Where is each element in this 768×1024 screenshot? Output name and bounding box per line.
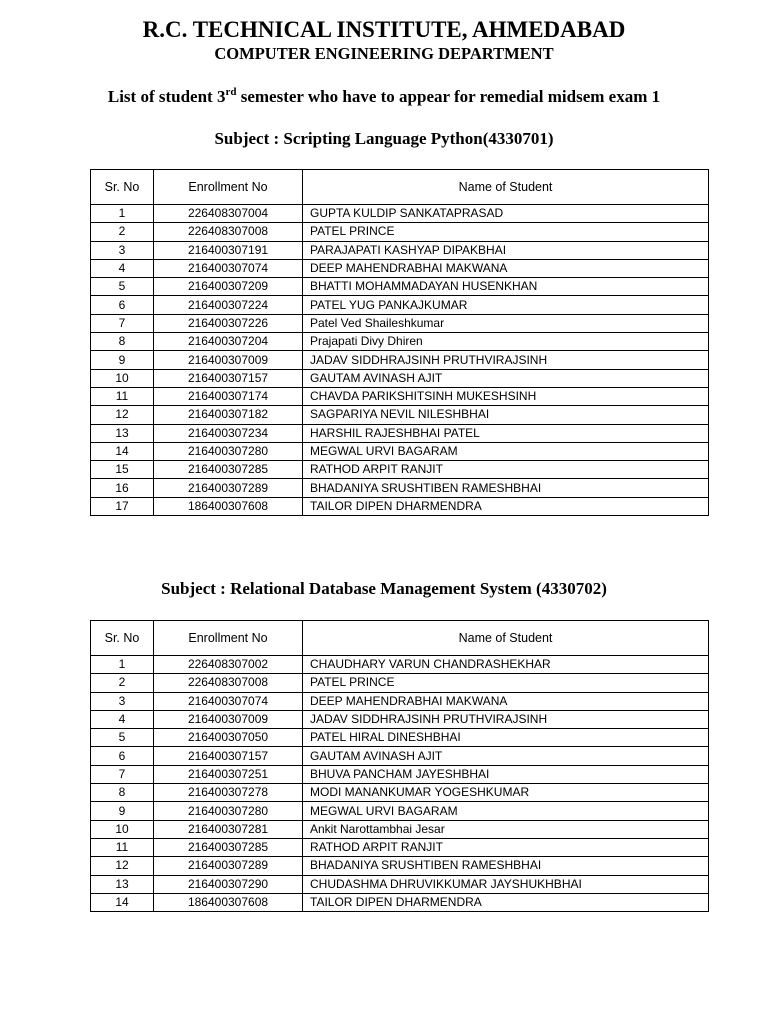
table-header-row xyxy=(91,621,709,656)
enrollment-cell: 216400307182 xyxy=(154,406,303,424)
sr-no-cell: 1 xyxy=(91,656,154,674)
sr-no-cell: 14 xyxy=(91,893,154,911)
sr-no-cell: 7 xyxy=(91,314,154,332)
table-row xyxy=(91,314,709,332)
student-name-cell: GUPTA KULDIP SANKATAPRASAD xyxy=(303,205,709,223)
enrollment-cell: 216400307280 xyxy=(154,442,303,460)
enrollment-cell: 216400307074 xyxy=(154,259,303,277)
sr-no-cell: 3 xyxy=(91,241,154,259)
sr-no-cell: 2 xyxy=(91,223,154,241)
table-row xyxy=(91,875,709,893)
table-header-row xyxy=(91,170,709,205)
sr-no-cell: 14 xyxy=(91,442,154,460)
student-name-cell: PATEL PRINCE xyxy=(303,674,709,692)
sr-no-cell: 15 xyxy=(91,461,154,479)
enrollment-cell: 216400307009 xyxy=(154,710,303,728)
enrollment-cell: 216400307289 xyxy=(154,479,303,497)
table-row xyxy=(91,784,709,802)
sr-no-cell: 1 xyxy=(91,205,154,223)
student-name-cell: BHADANIYA SRUSHTIBEN RAMESHBHAI xyxy=(303,857,709,875)
table-row xyxy=(91,820,709,838)
sr-no-cell: 8 xyxy=(91,333,154,351)
department-title: COMPUTER ENGINEERING DEPARTMENT xyxy=(214,44,554,63)
enrollment-cell: 216400307174 xyxy=(154,387,303,405)
enrollment-cell: 216400307234 xyxy=(154,424,303,442)
enrollment-cell: 216400307278 xyxy=(154,784,303,802)
list-title-prefix: List of student 3 xyxy=(107,87,226,106)
table-row xyxy=(91,369,709,387)
enrollment-cell: 186400307608 xyxy=(154,497,303,515)
student-name-cell: Patel Ved Shaileshkumar xyxy=(303,314,709,332)
table-row xyxy=(91,765,709,783)
sr-no-cell: 6 xyxy=(91,296,154,314)
enrollment-cell: 226408307004 xyxy=(154,205,303,223)
student-name-cell: CHAUDHARY VARUN CHANDRASHEKHAR xyxy=(303,656,709,674)
institute-title: R.C. TECHNICAL INSTITUTE, AHMEDABAD xyxy=(142,17,626,42)
sr-no-cell: 10 xyxy=(91,820,154,838)
enrollment-cell: 216400307191 xyxy=(154,241,303,259)
enrollment-cell: 216400307289 xyxy=(154,857,303,875)
table-row xyxy=(91,497,709,515)
table-row xyxy=(91,692,709,710)
sr-no-cell: 6 xyxy=(91,747,154,765)
student-name-cell: JADAV SIDDHRAJSINH PRUTHVIRAJSINH xyxy=(303,351,709,369)
table-row xyxy=(91,802,709,820)
student-name-cell: GAUTAM AVINASH AJIT xyxy=(303,747,709,765)
enrollment-cell: 216400307074 xyxy=(154,692,303,710)
student-name-cell: PATEL PRINCE xyxy=(303,223,709,241)
table-row xyxy=(91,674,709,692)
student-name-cell: DEEP MAHENDRABHAI MAKWANA xyxy=(303,259,709,277)
col-header-enrollment-no: Enrollment No xyxy=(154,621,303,656)
student-table-python xyxy=(90,169,709,516)
enrollment-cell: 216400307009 xyxy=(154,351,303,369)
table-row xyxy=(91,259,709,277)
col-header-sr-no: Sr. No xyxy=(91,621,154,656)
student-name-cell: JADAV SIDDHRAJSINH PRUTHVIRAJSINH xyxy=(303,710,709,728)
table-row xyxy=(91,479,709,497)
table-row xyxy=(91,241,709,259)
sr-no-cell: 11 xyxy=(91,838,154,856)
student-name-cell: RATHOD ARPIT RANJIT xyxy=(303,461,709,479)
enrollment-cell: 216400307157 xyxy=(154,747,303,765)
student-name-cell: MEGWAL URVI BAGARAM xyxy=(303,802,709,820)
sr-no-cell: 11 xyxy=(91,387,154,405)
student-name-cell: PATEL YUG PANKAJKUMAR xyxy=(303,296,709,314)
student-name-cell: BHADANIYA SRUSHTIBEN RAMESHBHAI xyxy=(303,479,709,497)
table-row xyxy=(91,205,709,223)
table-row xyxy=(91,223,709,241)
student-name-cell: MEGWAL URVI BAGARAM xyxy=(303,442,709,460)
table-row xyxy=(91,387,709,405)
student-name-cell: RATHOD ARPIT RANJIT xyxy=(303,838,709,856)
student-name-cell: DEEP MAHENDRABHAI MAKWANA xyxy=(303,692,709,710)
sr-no-cell: 7 xyxy=(91,765,154,783)
sr-no-cell: 9 xyxy=(91,802,154,820)
student-name-cell: Ankit Narottambhai Jesar xyxy=(303,820,709,838)
col-header-sr-no: Sr. No xyxy=(91,170,154,205)
table-row xyxy=(91,278,709,296)
table-row xyxy=(91,710,709,728)
table-row xyxy=(91,729,709,747)
enrollment-cell: 216400307285 xyxy=(154,838,303,856)
enrollment-cell: 186400307608 xyxy=(154,893,303,911)
enrollment-cell: 226408307008 xyxy=(154,223,303,241)
table-row xyxy=(91,442,709,460)
subject-heading-python: Subject : Scripting Language Python(4330701) xyxy=(214,129,554,148)
col-header-enrollment-no: Enrollment No xyxy=(154,170,303,205)
table-row xyxy=(91,406,709,424)
list-title-superscript: rd xyxy=(225,86,237,98)
student-name-cell: HARSHIL RAJESHBHAI PATEL xyxy=(303,424,709,442)
sr-no-cell: 13 xyxy=(91,424,154,442)
sr-no-cell: 4 xyxy=(91,710,154,728)
enrollment-cell: 216400307224 xyxy=(154,296,303,314)
table-row xyxy=(91,296,709,314)
sr-no-cell: 13 xyxy=(91,875,154,893)
enrollment-cell: 226408307008 xyxy=(154,674,303,692)
sr-no-cell: 17 xyxy=(91,497,154,515)
enrollment-cell: 216400307157 xyxy=(154,369,303,387)
enrollment-cell: 216400307204 xyxy=(154,333,303,351)
sr-no-cell: 5 xyxy=(91,729,154,747)
table-row xyxy=(91,333,709,351)
enrollment-cell: 216400307209 xyxy=(154,278,303,296)
enrollment-cell: 216400307050 xyxy=(154,729,303,747)
enrollment-cell: 226408307002 xyxy=(154,656,303,674)
student-name-cell: TAILOR DIPEN DHARMENDRA xyxy=(303,497,709,515)
enrollment-cell: 216400307251 xyxy=(154,765,303,783)
table-row xyxy=(91,838,709,856)
list-title xyxy=(0,85,768,109)
enrollment-cell: 216400307290 xyxy=(154,875,303,893)
student-name-cell: PATEL HIRAL DINESHBHAI xyxy=(303,729,709,747)
col-header-student-name: Name of Student xyxy=(303,621,709,656)
student-name-cell: TAILOR DIPEN DHARMENDRA xyxy=(303,893,709,911)
sr-no-cell: 12 xyxy=(91,857,154,875)
student-name-cell: BHATTI MOHAMMADAYAN HUSENKHAN xyxy=(303,278,709,296)
table-row xyxy=(91,656,709,674)
table-row xyxy=(91,893,709,911)
table-row xyxy=(91,461,709,479)
sr-no-cell: 2 xyxy=(91,674,154,692)
table-row xyxy=(91,424,709,442)
sr-no-cell: 4 xyxy=(91,259,154,277)
sr-no-cell: 10 xyxy=(91,369,154,387)
student-name-cell: CHAVDA PARIKSHITSINH MUKESHSINH xyxy=(303,387,709,405)
student-name-cell: GAUTAM AVINASH AJIT xyxy=(303,369,709,387)
list-title-suffix: semester who have to appear for remedial midsem exam 1 xyxy=(236,87,661,106)
table-row xyxy=(91,747,709,765)
sr-no-cell: 8 xyxy=(91,784,154,802)
col-header-student-name: Name of Student xyxy=(303,170,709,205)
student-name-cell: Prajapati Divy Dhiren xyxy=(303,333,709,351)
subject-heading-rdbms: Subject : Relational Database Management System (4330702) xyxy=(161,579,607,598)
sr-no-cell: 5 xyxy=(91,278,154,296)
student-table-rdbms xyxy=(90,620,709,912)
student-name-cell: BHUVA PANCHAM JAYESHBHAI xyxy=(303,765,709,783)
sr-no-cell: 3 xyxy=(91,692,154,710)
sr-no-cell: 12 xyxy=(91,406,154,424)
sr-no-cell: 9 xyxy=(91,351,154,369)
student-name-cell: MODI MANANKUMAR YOGESHKUMAR xyxy=(303,784,709,802)
enrollment-cell: 216400307281 xyxy=(154,820,303,838)
student-name-cell: SAGPARIYA NEVIL NILESHBHAI xyxy=(303,406,709,424)
student-name-cell: PARAJAPATI KASHYAP DIPAKBHAI xyxy=(303,241,709,259)
enrollment-cell: 216400307280 xyxy=(154,802,303,820)
student-name-cell: CHUDASHMA DHRUVIKKUMAR JAYSHUKHBHAI xyxy=(303,875,709,893)
enrollment-cell: 216400307285 xyxy=(154,461,303,479)
table-row xyxy=(91,351,709,369)
enrollment-cell: 216400307226 xyxy=(154,314,303,332)
table-row xyxy=(91,857,709,875)
sr-no-cell: 16 xyxy=(91,479,154,497)
